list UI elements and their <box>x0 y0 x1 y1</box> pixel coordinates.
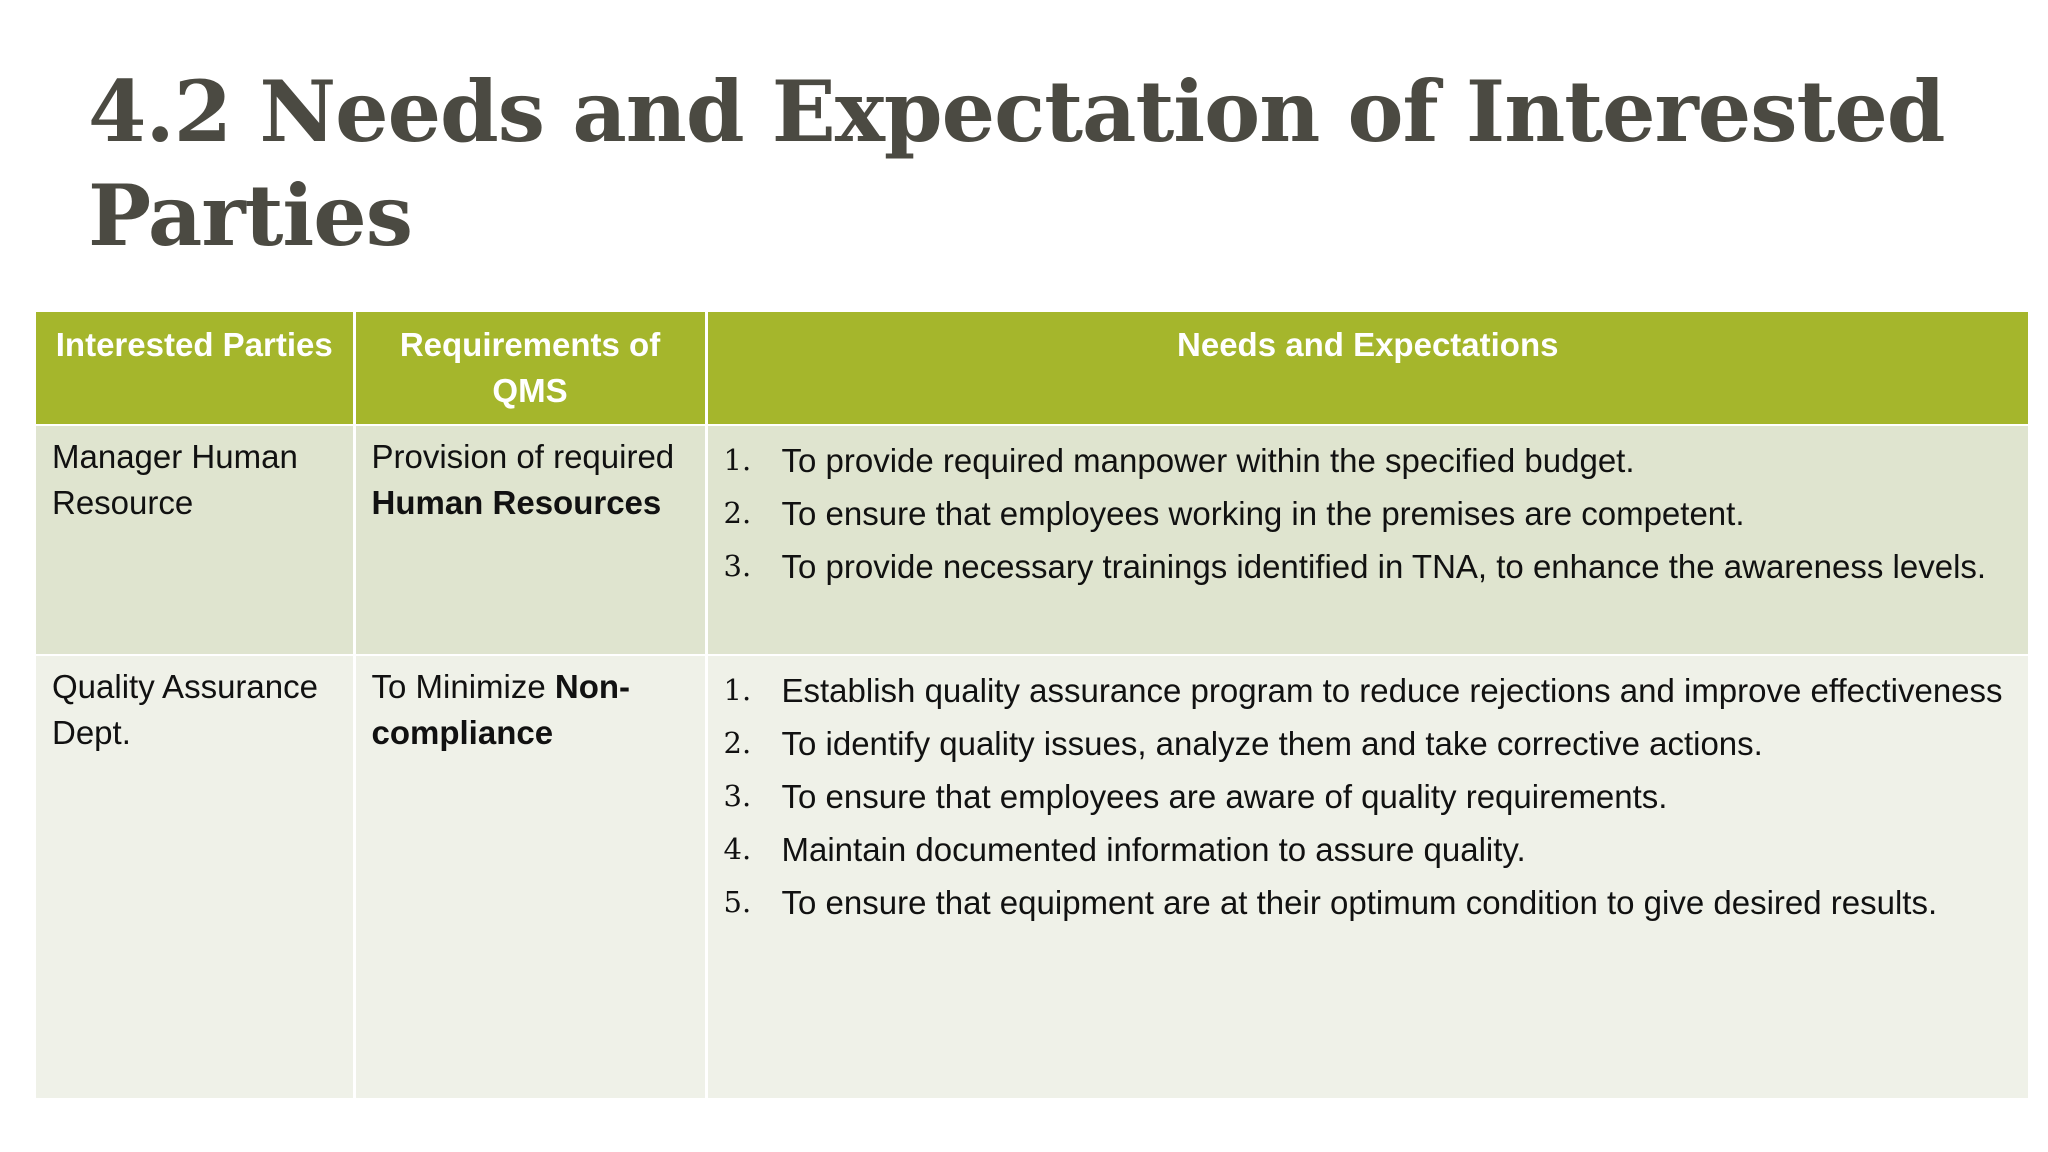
list-text: To identify quality issues, analyze them and take corrective actions. <box>781 725 1763 762</box>
list-text: Establish quality assurance program to reduce rejections and improve effectiveness <box>781 672 2003 709</box>
needs-cell <box>706 425 2028 655</box>
header-interested-parties: Interested Parties <box>36 312 354 425</box>
requirement-text: Provision of required <box>371 438 675 475</box>
table-header-row <box>36 312 2028 425</box>
interested-parties-table <box>36 312 2028 1098</box>
list-item <box>724 823 2013 876</box>
list-item <box>724 540 2013 593</box>
list-number: 1. <box>723 443 752 477</box>
needs-list <box>724 434 2013 593</box>
requirement-cell <box>354 425 706 655</box>
slide-title: 4.2 Needs and Expectation of Interested Parties <box>88 62 1945 265</box>
list-text: To ensure that equipment are at their optimum condition to give desired results. <box>781 884 1938 921</box>
requirement-bold-text: Non-compliance <box>371 668 631 751</box>
table-row <box>36 425 2028 655</box>
needs-cell <box>706 655 2028 1098</box>
requirement-bold-text: Human Resources <box>371 484 662 521</box>
header-requirements-of-qms: Requirements of QMS <box>354 312 706 425</box>
list-number: 5. <box>723 885 752 919</box>
list-text: To ensure that employees working in the premises are competent. <box>781 495 1745 532</box>
list-item <box>724 770 2013 823</box>
header-needs-and-expectations: Needs and Expectations <box>706 312 2028 425</box>
party-name: Manager Human Resource <box>52 438 298 521</box>
list-item <box>724 487 2013 540</box>
party-name: Quality Assurance Dept. <box>52 668 318 751</box>
table-row <box>36 655 2028 1098</box>
requirement-cell <box>354 655 706 1098</box>
list-item <box>724 434 2013 487</box>
list-text: To ensure that employees are aware of quality requirements. <box>781 778 1668 815</box>
list-text: To provide required manpower within the specified budget. <box>781 442 1635 479</box>
list-number: 2. <box>723 496 752 530</box>
list-number: 1. <box>723 673 752 707</box>
list-item <box>724 664 2013 717</box>
list-number: 3. <box>723 549 752 583</box>
list-text: Maintain documented information to assure quality. <box>781 831 1526 868</box>
list-item <box>724 876 2013 929</box>
list-number: 3. <box>723 779 752 813</box>
list-text: To provide necessary trainings identified in TNA, to enhance the awareness levels. <box>781 548 1987 585</box>
party-cell <box>36 425 354 655</box>
party-cell <box>36 655 354 1098</box>
list-number: 2. <box>723 726 752 760</box>
list-item <box>724 717 2013 770</box>
list-number: 4. <box>723 832 752 866</box>
requirement-text: To Minimize <box>371 668 555 705</box>
needs-list <box>724 664 2013 929</box>
